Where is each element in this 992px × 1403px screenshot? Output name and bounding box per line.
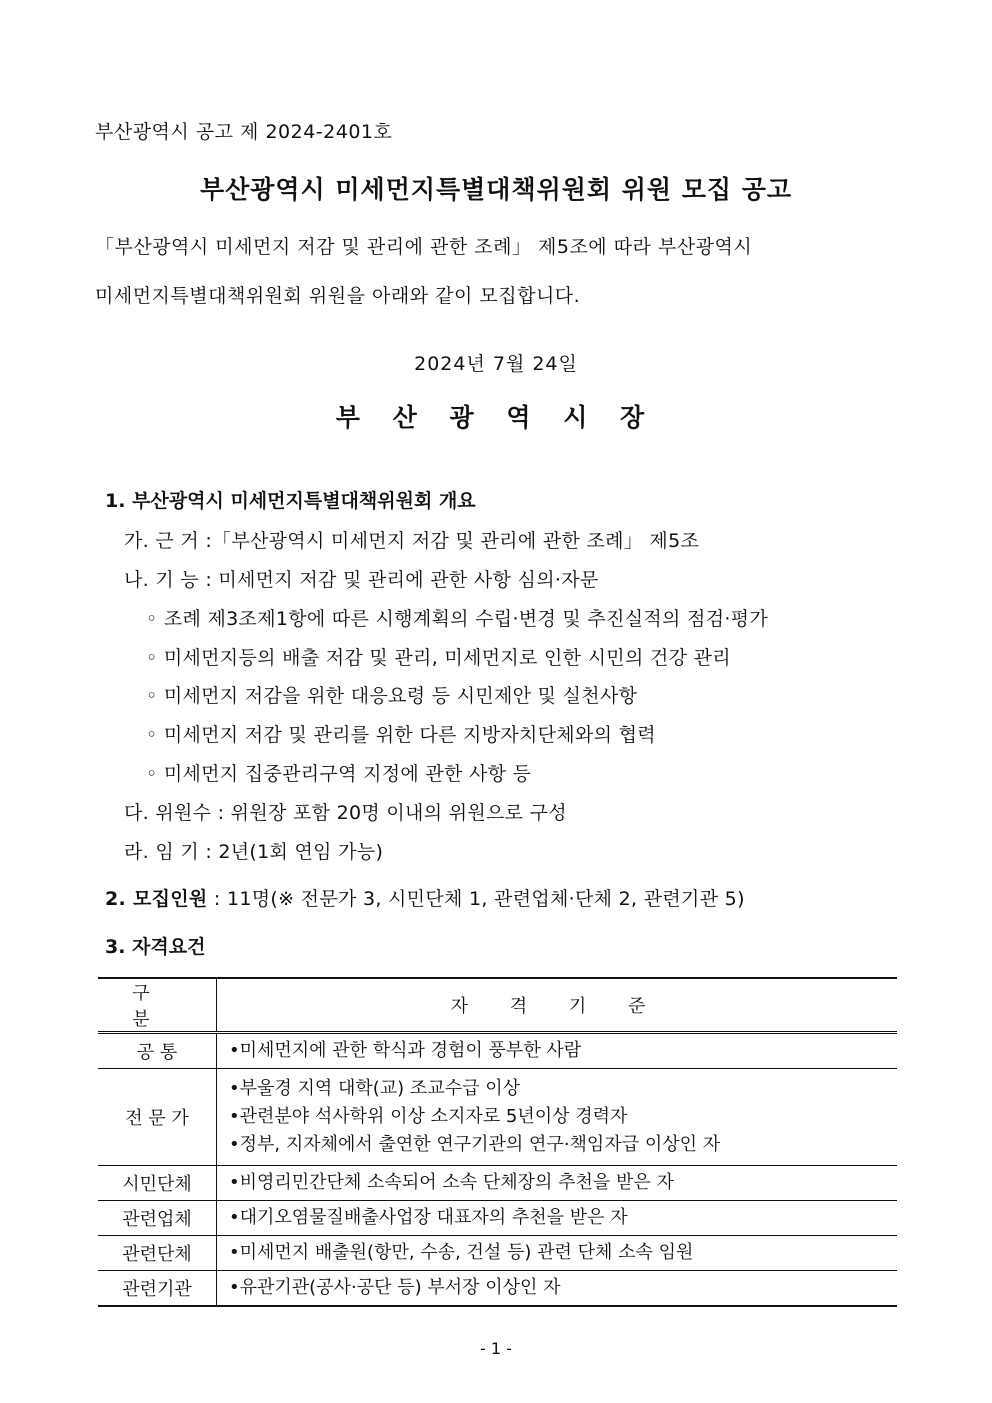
row-criteria — [217, 1201, 898, 1236]
committee-basis: 가. 근 거 :「부산광역시 미세먼지 저감 및 관리에 관한 조례」 제5조 — [124, 530, 700, 552]
function-item: ◦ 미세먼지 저감을 위한 대응요령 등 시민제안 및 실천사항 — [146, 685, 638, 707]
criteria-item: •정부, 지자체에서 출연한 연구기관의 연구·책임자급 이상인 자 — [229, 1134, 721, 1155]
header-criteria: 자 격 기 준 — [217, 978, 898, 1033]
section-1-heading: 1. 부산광역시 미세먼지특별대책위원회 개요 — [105, 490, 476, 512]
issuer-name: 부 산 광 역 시 장 — [335, 403, 657, 432]
table-row — [98, 1271, 897, 1307]
notice-number: 부산광역시 공고 제 2024-2401호 — [95, 121, 393, 143]
table-row — [98, 1236, 897, 1271]
row-criteria — [217, 1033, 898, 1069]
row-category: 공 통 — [98, 1033, 217, 1069]
header-category: 구 분 — [98, 978, 217, 1033]
row-category: 전 문 가 — [98, 1069, 217, 1166]
criteria-item: •부울경 지역 대학(교) 조교수급 이상 — [229, 1078, 520, 1099]
row-category: 시민단체 — [98, 1166, 217, 1201]
qualification-table — [98, 977, 897, 1307]
table-row — [98, 1033, 897, 1069]
document-title: 부산광역시 미세먼지특별대책위원회 위원 모집 공고 — [199, 175, 793, 204]
table-row — [98, 1069, 897, 1166]
section-2-line — [105, 884, 745, 911]
criteria-item: •유관기관(공사·공단 등) 부서장 이상인 자 — [229, 1277, 561, 1298]
row-category: 관련기관 — [98, 1271, 217, 1307]
row-criteria — [217, 1166, 898, 1201]
function-item: ◦ 미세먼지 저감 및 관리를 위한 다른 지방자치단체와의 협력 — [146, 724, 656, 746]
row-category: 관련단체 — [98, 1236, 217, 1271]
intro-line-1: 「부산광역시 미세먼지 저감 및 관리에 관한 조례」 제5조에 따라 부산광역시 — [95, 236, 753, 258]
committee-function: 나. 기 능 : 미세먼지 저감 및 관리에 관한 사항 심의·자문 — [124, 569, 599, 591]
criteria-item: •미세먼지 배출원(항만, 수송, 건설 등) 관련 단체 소속 임원 — [229, 1242, 694, 1263]
criteria-item: •관련분야 석사학위 이상 소지자로 5년이상 경력자 — [229, 1106, 628, 1127]
table-header-row — [98, 978, 897, 1033]
row-category: 관련업체 — [98, 1201, 217, 1236]
committee-members: 다. 위원수 : 위원장 포함 20명 이내의 위원으로 구성 — [124, 802, 567, 824]
committee-term: 라. 임 기 : 2년(1회 연임 가능) — [124, 841, 384, 863]
function-item: ◦ 미세먼지등의 배출 저감 및 관리, 미세먼지로 인한 시민의 건강 관리 — [146, 647, 731, 669]
table-row — [98, 1166, 897, 1201]
function-item: ◦ 조례 제3조제1항에 따른 시행계획의 수립·변경 및 추진실적의 점검·평가 — [146, 608, 768, 630]
row-criteria — [217, 1271, 898, 1307]
intro-line-2: 미세먼지특별대책위원회 위원을 아래와 같이 모집합니다. — [95, 285, 581, 307]
notice-date: 2024년 7월 24일 — [414, 353, 578, 375]
section-3-heading: 3. 자격요건 — [105, 936, 206, 958]
recruitment-detail: : 11명(※ 전문가 3, 시민단체 1, 관련업체·단체 2, 관련기관 5) — [207, 888, 745, 910]
section-2-heading: 2. 모집인원 — [105, 888, 208, 910]
row-criteria — [217, 1069, 898, 1166]
page-number: - 1 - — [480, 1339, 512, 1358]
row-criteria — [217, 1236, 898, 1271]
function-item: ◦ 미세먼지 집중관리구역 지정에 관한 사항 등 — [146, 763, 532, 785]
table-row — [98, 1201, 897, 1236]
criteria-item: •미세먼지에 관한 학식과 경험이 풍부한 사람 — [229, 1040, 582, 1061]
criteria-item: •대기오염물질배출사업장 대표자의 추천을 받은 자 — [229, 1207, 628, 1228]
criteria-item: •비영리민간단체 소속되어 소속 단체장의 추천을 받은 자 — [229, 1172, 674, 1193]
